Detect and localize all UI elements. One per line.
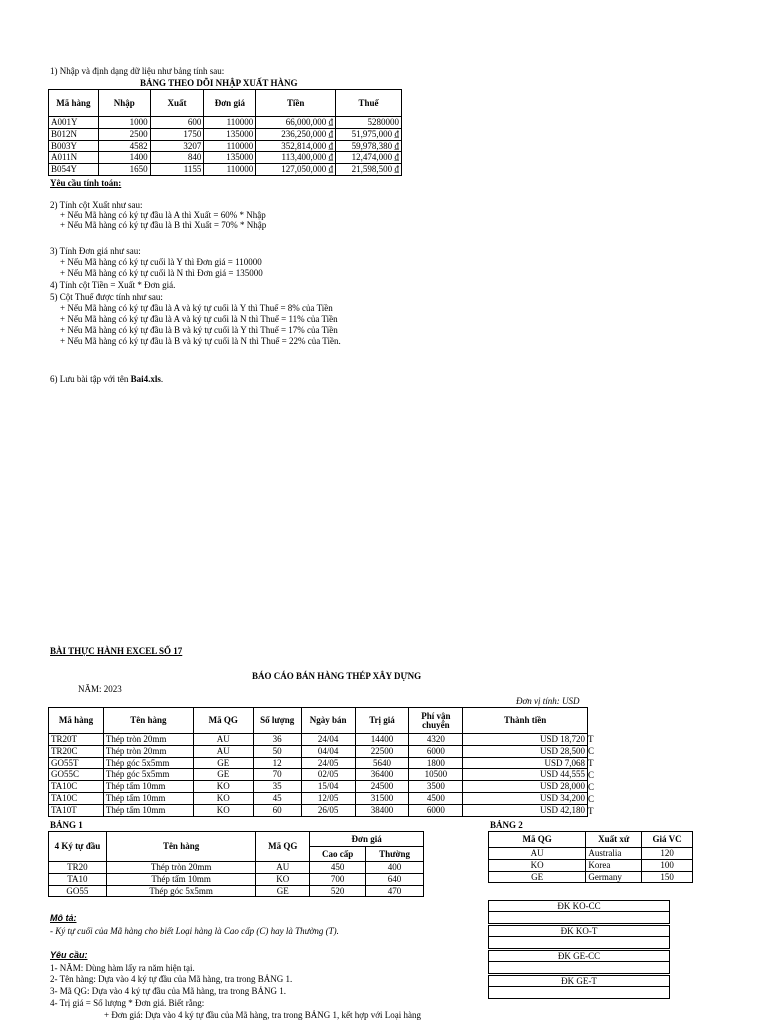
cell-xuat: 1750	[150, 128, 204, 140]
condition-ko-t-value	[488, 937, 670, 949]
cell-code: TA10C	[49, 781, 104, 793]
req-line: + Nếu Mã hàng có ký tự cuối là Y thì Đơn giá = 110000	[60, 257, 262, 267]
table-row	[49, 781, 588, 793]
cell-date: 02/05	[301, 769, 355, 781]
cell-total: USD 34,200	[463, 792, 588, 804]
save-filename: Bai4.xls	[130, 374, 161, 384]
cell-name: Thép tròn 20mm	[106, 862, 256, 874]
bang1-header-name: Tên hàng	[106, 832, 256, 862]
cell-code: TR20C	[49, 745, 104, 757]
bang2-header-qg: Mã QG	[489, 832, 586, 848]
cell-code: A011N	[49, 152, 99, 164]
cell-price: 110000	[204, 140, 256, 152]
header-ma-hang: Mã hàng	[49, 708, 104, 734]
cell-qty: 36	[253, 734, 301, 746]
cell-shipping: 150	[642, 871, 693, 883]
cell-qty: 35	[253, 781, 301, 793]
condition-boxes	[488, 900, 670, 999]
requirements-heading: Yêu cầu:	[50, 950, 88, 960]
cell-date: 24/04	[301, 734, 355, 746]
cell-name: Thép góc 5x5mm	[103, 757, 193, 769]
cell-code: A001Y	[49, 117, 99, 129]
header-tien: Tiền	[256, 90, 336, 117]
cell-qty: 60	[253, 804, 301, 816]
header-tri-gia: Trị giá	[355, 708, 409, 734]
cell-qg: GE	[489, 871, 586, 883]
req-line: 5) Cột Thuế được tính như sau:	[50, 292, 163, 302]
header-nhap: Nhập	[98, 90, 150, 117]
save-prefix: 6) Lưu bài tập với tên	[50, 374, 131, 384]
cell-normal: 640	[366, 873, 424, 885]
cell-qg: GE	[193, 757, 253, 769]
table-row	[49, 757, 588, 769]
cell-nhap: 4582	[98, 140, 150, 152]
cell-qg: KO	[193, 792, 253, 804]
condition-ko-cc: ĐK KO-CC	[488, 900, 670, 912]
table-row	[49, 873, 424, 885]
req-line: + Nếu Mã hàng có ký tự đầu là A và ký tự cuối là N thì Thuế = 11% của Tiền	[60, 314, 338, 324]
condition-ko-cc-value	[488, 912, 670, 924]
bang2-header-origin: Xuất xứ	[586, 832, 642, 848]
req-line: + Nếu Mã hàng có ký tự đầu là A thì Xuất = 60% * Nhập	[60, 210, 266, 220]
cell-value: 5640	[355, 757, 409, 769]
cell-qg: KO	[193, 804, 253, 816]
bang1-header-normal: Thường	[366, 847, 424, 862]
cell-shipping: 4500	[409, 792, 463, 804]
cell-thue: 51,975,000 ₫	[336, 128, 402, 140]
table-row	[49, 769, 588, 781]
table-row	[489, 848, 693, 860]
cell-code: TA10	[49, 873, 107, 885]
cell-high: 450	[310, 862, 366, 874]
cell-date: 04/04	[301, 745, 355, 757]
cell-tien: 113,400,000 ₫	[256, 152, 336, 164]
unit-label: Đơn vị tính: USD	[516, 696, 580, 706]
cell-shipping: 6000	[409, 745, 463, 757]
table-row	[49, 117, 402, 129]
cell-value: 24500	[355, 781, 409, 793]
table-row	[49, 745, 588, 757]
cell-value: 14400	[355, 734, 409, 746]
requirements-list	[50, 963, 470, 1023]
header-ngay-ban: Ngày bán	[301, 708, 355, 734]
bang1-label: BẢNG 1	[50, 820, 83, 830]
bang2-header-shipping: Giá VC	[642, 832, 693, 848]
cell-xuat: 840	[150, 152, 204, 164]
cell-qg: GE	[193, 769, 253, 781]
cell-value: 31500	[355, 792, 409, 804]
bang2-label: BẢNG 2	[490, 820, 523, 830]
cell-name: Thép tấm 10mm	[103, 781, 193, 793]
stock-table	[48, 89, 402, 176]
cell-nhap: 1650	[98, 164, 150, 176]
cell-code: B054Y	[49, 164, 99, 176]
cell-total: USD 42,180	[463, 804, 588, 816]
type-suffix: T	[588, 806, 594, 816]
cell-xuat: 600	[150, 117, 204, 129]
req-line: 4) Tính cột Tiền = Xuất * Đơn giá.	[50, 280, 176, 290]
condition-ge-cc-value	[488, 962, 670, 974]
cell-qg: AU	[256, 862, 310, 874]
cell-thue: 5280000	[336, 117, 402, 129]
table-row	[49, 792, 588, 804]
cell-total: USD 7,068	[463, 757, 588, 769]
cell-xuat: 3207	[150, 140, 204, 152]
cell-name: Thép góc 5x5mm	[103, 769, 193, 781]
table-row	[49, 140, 402, 152]
cell-code: GO55	[49, 885, 107, 897]
header-ten-hang: Tên hàng	[103, 708, 193, 734]
cell-value: 38400	[355, 804, 409, 816]
cell-qg: GE	[256, 885, 310, 897]
cell-code: TA10C	[49, 792, 104, 804]
header-ma-qg: Mã QG	[193, 708, 253, 734]
report-title: BÁO CÁO BÁN HÀNG THÉP XÂY DỰNG	[252, 671, 422, 681]
cell-price: 110000	[204, 117, 256, 129]
type-suffix: C	[588, 746, 595, 756]
table-row	[49, 804, 588, 816]
type-suffix: T	[588, 758, 594, 768]
cell-date: 24/05	[301, 757, 355, 769]
table-row	[49, 885, 424, 897]
req-line: + Nếu Mã hàng có ký tự đầu là A và ký tự cuối là Y thì Thuế = 8% của Tiền	[60, 303, 333, 313]
header-thue: Thuế	[336, 90, 402, 117]
cell-name: Thép tấm 10mm	[103, 792, 193, 804]
description-text: - Ký tự cuối của Mã hàng cho biết Loại hàng là Cao cấp (C) hay là Thường (T).	[50, 926, 339, 936]
req-line: 1- NĂM: Dùng hàm lấy ra năm hiện tại.	[50, 963, 195, 973]
condition-ge-t: ĐK GE-T	[488, 975, 670, 987]
header-phi-van-chuyen: Phí vận chuyển	[409, 708, 463, 734]
table-row	[489, 871, 693, 883]
cell-code: TR20	[49, 862, 107, 874]
type-suffix: C	[588, 782, 595, 792]
cell-shipping: 1800	[409, 757, 463, 769]
req-line: + Nếu Mã hàng có ký tự đầu là B và ký tự cuối là N thì Thuế = 22% của Tiền.	[60, 336, 341, 346]
cell-name: Thép góc 5x5mm	[106, 885, 256, 897]
cell-code: B003Y	[49, 140, 99, 152]
cell-thue: 12,474,000 ₫	[336, 152, 402, 164]
type-suffix: T	[588, 734, 594, 744]
table-row	[489, 859, 693, 871]
cell-tien: 127,050,000 ₫	[256, 164, 336, 176]
cell-qg: KO	[193, 781, 253, 793]
cell-origin: Germany	[586, 871, 642, 883]
req-line: 2- Tên hàng: Dựa vào 4 ký tự đầu của Mã hàng, tra trong BẢNG 1.	[50, 974, 293, 984]
cell-high: 700	[310, 873, 366, 885]
cell-nhap: 2500	[98, 128, 150, 140]
cell-tien: 66,000,000 ₫	[256, 117, 336, 129]
header-don-gia: Đơn giá	[204, 90, 256, 117]
cell-price: 110000	[204, 164, 256, 176]
part1-req-heading: Yêu cầu tính toán:	[50, 178, 122, 188]
exercise-title: BÀI THỰC HÀNH EXCEL SỐ 17	[50, 646, 183, 656]
save-instruction	[50, 374, 163, 385]
bang2-table	[488, 831, 693, 883]
header-so-luong: Số lượng	[253, 708, 301, 734]
cell-value: 22500	[355, 745, 409, 757]
cell-total: USD 18,720	[463, 734, 588, 746]
cell-total: USD 28,500	[463, 745, 588, 757]
cell-code: B012N	[49, 128, 99, 140]
cell-date: 12/05	[301, 792, 355, 804]
cell-total: USD 44,555	[463, 769, 588, 781]
cell-code: TA10T	[49, 804, 104, 816]
description-heading: Mô tả:	[50, 913, 77, 923]
cell-qg: AU	[193, 745, 253, 757]
year-label: NĂM: 2023	[78, 684, 122, 694]
cell-qg: KO	[256, 873, 310, 885]
cell-name: Thép tấm 10mm	[106, 873, 256, 885]
cell-shipping: 10500	[409, 769, 463, 781]
cell-high: 520	[310, 885, 366, 897]
type-suffix: C	[588, 794, 595, 804]
header-thanh-tien: Thành tiền	[463, 708, 588, 734]
req-line: + Nếu Mã hàng có ký tự đầu là B thì Xuất = 70% * Nhập	[60, 220, 267, 230]
cell-qg: AU	[489, 848, 586, 860]
cell-thue: 59,978,380 ₫	[336, 140, 402, 152]
part1-requirements	[50, 200, 430, 350]
cell-shipping: 120	[642, 848, 693, 860]
cell-value: 36400	[355, 769, 409, 781]
table-row	[49, 128, 402, 140]
save-suffix: .	[160, 374, 164, 384]
req-line: 2) Tính cột Xuất như sau:	[50, 200, 143, 210]
condition-ge-t-value	[488, 987, 670, 999]
bang1-header-code: 4 Ký tự đầu	[49, 832, 107, 862]
req-line: + Nếu Mã hàng có ký tự cuối là N thì Đơn giá = 135000	[60, 268, 263, 278]
bang1-header-qg: Mã QG	[256, 832, 310, 862]
cell-xuat: 1155	[150, 164, 204, 176]
cell-nhap: 1000	[98, 117, 150, 129]
cell-qg: AU	[193, 734, 253, 746]
table-row	[49, 164, 402, 176]
cell-shipping: 3500	[409, 781, 463, 793]
cell-name: Thép tròn 20mm	[103, 734, 193, 746]
cell-total: USD 28,000	[463, 781, 588, 793]
cell-nhap: 1400	[98, 152, 150, 164]
cell-code: GO55T	[49, 757, 104, 769]
condition-ko-t: ĐK KO-T	[488, 925, 670, 937]
part1-intro: 1) Nhập và định dạng dữ liệu như bảng tính sau:	[50, 66, 225, 76]
req-line: + Đơn giá: Dựa vào 4 ký tự đầu của Mã hàng, tra trong BẢNG 1, kết hợp với Loại hàng	[104, 1010, 422, 1020]
cell-price: 135000	[204, 152, 256, 164]
table-row	[49, 862, 424, 874]
bang1-table	[48, 831, 424, 897]
cell-qg: KO	[489, 859, 586, 871]
cell-date: 26/05	[301, 804, 355, 816]
cell-name: Thép tấm 10mm	[103, 804, 193, 816]
table-row	[49, 152, 402, 164]
cell-tien: 352,814,000 ₫	[256, 140, 336, 152]
cell-qty: 12	[253, 757, 301, 769]
sales-table	[48, 707, 588, 817]
req-line: 4- Trị giá = Số lượng * Đơn giá. Biết rằng:	[50, 998, 205, 1008]
header-ma-hang: Mã hàng	[49, 90, 99, 117]
cell-normal: 470	[366, 885, 424, 897]
bang1-header-price: Đơn giá	[310, 832, 424, 847]
req-line: + Nếu Mã hàng có ký tự đầu là B và ký tự cuối là Y thì Thuế = 17% của Tiền	[60, 325, 338, 335]
cell-date: 15/04	[301, 781, 355, 793]
cell-tien: 236,250,000 ₫	[256, 128, 336, 140]
req-line: 3) Tính Đơn giá như sau:	[50, 246, 141, 256]
cell-code: TR20T	[49, 734, 104, 746]
bang1-header-high: Cao cấp	[310, 847, 366, 862]
header-xuat: Xuất	[150, 90, 204, 117]
cell-qty: 70	[253, 769, 301, 781]
condition-ge-cc: ĐK GE-CC	[488, 950, 670, 962]
cell-origin: Australia	[586, 848, 642, 860]
cell-shipping: 4320	[409, 734, 463, 746]
cell-name: Thép tròn 20mm	[103, 745, 193, 757]
cell-origin: Korea	[586, 859, 642, 871]
cell-shipping: 6000	[409, 804, 463, 816]
req-line: 3- Mã QG: Dựa vào 4 ký tự đầu của Mã hàng, tra trong BẢNG 1.	[50, 986, 286, 996]
part1-table-title: BẢNG THEO DÕI NHẬP XUẤT HÀNG	[140, 78, 298, 88]
cell-price: 135000	[204, 128, 256, 140]
cell-code: GO55C	[49, 769, 104, 781]
cell-shipping: 100	[642, 859, 693, 871]
cell-normal: 400	[366, 862, 424, 874]
cell-qty: 50	[253, 745, 301, 757]
type-suffix: C	[588, 770, 595, 780]
cell-qty: 45	[253, 792, 301, 804]
table-row	[49, 734, 588, 746]
cell-thue: 21,598,500 ₫	[336, 164, 402, 176]
